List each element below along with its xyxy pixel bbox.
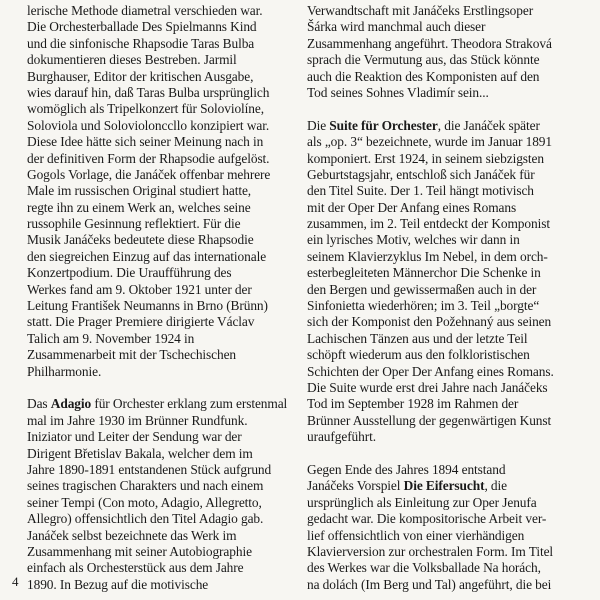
paragraph-line: auch die Reaktion des Komponisten auf den bbox=[307, 68, 540, 84]
right-column bbox=[307, 3, 571, 593]
left-paragraph-2-lines bbox=[27, 413, 289, 593]
paragraph-gap bbox=[27, 380, 289, 396]
paragraph-line: sich der Komponist den Požehnaný aus seinen bbox=[307, 314, 552, 330]
paragraph-line: Verwandtschaft mit Janáčeks Erstlingsoper bbox=[307, 3, 534, 18]
paragraph-line: Jahre 1890-1891 entstandenen Stück aufgrund bbox=[27, 461, 272, 477]
paragraph-line: Diese Idee hätte sich seiner Meinung nach in bbox=[27, 134, 264, 150]
paragraph-gap bbox=[307, 101, 571, 117]
paragraph-line: Lachischen Tänzen aus und der letzte Teil bbox=[307, 330, 528, 346]
paragraph-line bbox=[307, 118, 571, 134]
left-column bbox=[27, 3, 289, 593]
paragraph-line: einfach als Orchesterstück aus dem Jahre bbox=[27, 560, 244, 576]
paragraph-line: gedacht war. Die kompositorische Arbeit ver- bbox=[307, 511, 547, 527]
right-paragraph-2 bbox=[307, 118, 571, 446]
paragraph-line: Musik Janáčeks bedeutete diese Rhapsodie bbox=[27, 232, 254, 248]
paragraph-line bbox=[307, 478, 571, 494]
paragraph-line: den Bergen und gewissermaßen auch in der bbox=[307, 281, 537, 297]
right-paragraph-3 bbox=[307, 462, 571, 593]
paragraph-line: seines tragischen Charakters und nach einem bbox=[27, 478, 264, 494]
suite-heading: Suite für Orchester bbox=[329, 117, 438, 133]
paragraph-line: Iniziator und Leiter der Sendung war der bbox=[27, 429, 242, 445]
paragraph-line: sprach die Vermutung aus, das Stück könnte bbox=[307, 52, 540, 68]
paragraph-line: Allegro) offensichtlich den Titel Adagio gab. bbox=[27, 511, 264, 527]
paragraph-line: russophile Gesinnung reflektiert. Für die bbox=[27, 216, 241, 232]
paragraph-line: mal im Jahre 1930 im Brünner Rundfunk. bbox=[27, 412, 248, 428]
paragraph-line: uraufgeführt. bbox=[307, 429, 376, 445]
paragraph-line: wies darauf hin, daß Taras Bulba ursprünglich bbox=[27, 84, 270, 100]
paragraph-line: Sinfonietta wiederhören; im 3. Teil „borgte“ bbox=[307, 298, 540, 314]
paragraph-line: der definitiven Form der Rhapsodie aufgelöst. bbox=[27, 150, 270, 166]
paragraph-line: na dolách (Im Berg und Tal) angeführt, die bei bbox=[307, 576, 552, 592]
paragraph-line: den siegreichen Einzug auf das internationale bbox=[27, 248, 267, 264]
paragraph-line: Leitung František Neumanns in Brno (Brünn) bbox=[27, 298, 268, 314]
paragraph-line: statt. Die Prager Premiere dirigierte Václav bbox=[27, 314, 255, 330]
paragraph-line: und die sinfonische Rhapsodie Taras Bulba bbox=[27, 35, 255, 51]
paragraph-line: Dirigent Břetislav Bakala, welcher dem im bbox=[27, 445, 253, 461]
paragraph-line bbox=[27, 396, 289, 412]
paragraph-line: Klavierversion zur orchestralen Form. Im Titel bbox=[307, 543, 554, 559]
paragraph-line: Tod seines Sohnes Vladimír sein... bbox=[307, 84, 489, 100]
text-run: , die Janáček später bbox=[437, 117, 540, 133]
paragraph-line: Burghauser, Editor der kritischen Ausgabe, bbox=[27, 68, 254, 84]
paragraph-line: Zusammenarbeit mit der Tschechischen bbox=[27, 347, 237, 363]
right-paragraph-3-lines bbox=[307, 495, 571, 593]
paragraph-line: Brünner Ausstellung der gegenwärtigen Kunst bbox=[307, 412, 552, 428]
paragraph-line: schöpft wiederum aus den folkloristischen bbox=[307, 347, 530, 363]
text-run: , die bbox=[484, 478, 507, 494]
eifersucht-heading: Die Eifersucht bbox=[403, 478, 485, 494]
text-run: Das bbox=[27, 396, 51, 412]
text-run: Janáčeks Vorspiel bbox=[307, 478, 404, 494]
paragraph-line: ein lyrisches Motiv, welches wir dann in bbox=[307, 232, 520, 248]
right-paragraph-1 bbox=[307, 3, 571, 101]
page-number: 4 bbox=[12, 574, 19, 589]
paragraph-line: lerische Methode diametral verschieden war. bbox=[27, 3, 263, 18]
text-run: Die bbox=[307, 117, 330, 133]
paragraph-gap bbox=[307, 446, 571, 462]
paragraph-line: den Titel Suite. Der 1. Teil hängt motivisch bbox=[307, 183, 534, 199]
paragraph-line: regte ihn zu einem Werk an, welches seine bbox=[27, 199, 251, 215]
paragraph-line: dokumentieren dieses Bestreben. Jarmil bbox=[27, 52, 237, 68]
paragraph-line: lief offensichtlich von einer vierhändigen bbox=[307, 527, 525, 543]
paragraph-line: Tod im September 1928 im Rahmen der bbox=[307, 396, 519, 412]
paragraph-line: Gegen Ende des Jahres 1894 entstand bbox=[307, 461, 506, 477]
paragraph-line: Soloviola und Soloviolonccllo konzipiert war. bbox=[27, 117, 270, 133]
adagio-heading: Adagio bbox=[50, 396, 92, 412]
paragraph-line: ursprünglich als Einleitung zur Oper Jenufa bbox=[307, 494, 537, 510]
paragraph-line: Geburtstagsjahr, entschloß sich Janáček für bbox=[307, 166, 535, 182]
paragraph-line: Talich am 9. November 1924 in bbox=[27, 330, 195, 346]
left-paragraph-2 bbox=[27, 396, 289, 593]
paragraph-line: Zusammenhang mit seiner Autobiographie bbox=[27, 543, 252, 559]
paragraph-line: mit der Oper Der Anfang eines Romans bbox=[307, 199, 517, 215]
paragraph-line: Konzertpodium. Die Uraufführung des bbox=[27, 265, 232, 281]
paragraph-line: Philharmonie. bbox=[27, 363, 102, 379]
paragraph-line: als „op. 3“ bezeichnete, wurde im Januar 1891 bbox=[307, 134, 552, 150]
text-run: für Orchester erklang zum erstenmal bbox=[91, 396, 288, 412]
paragraph-line: zusammen, im 2. Teil entdeckt der Komponist bbox=[307, 216, 550, 232]
paragraph-line: Schichten der Oper Der Anfang eines Romans. bbox=[307, 363, 554, 379]
paragraph-line: Die Orchesterballade Des Spielmanns Kind bbox=[27, 19, 257, 35]
paragraph-line: Zusammenhang angeführt. Theodora Straková bbox=[307, 35, 552, 51]
paragraph-line: Werkes fand am 9. Oktober 1921 unter der bbox=[27, 281, 252, 297]
right-paragraph-2-lines bbox=[307, 134, 571, 445]
paragraph-line: Gogols Vorlage, die Janáček offenbar mehrere bbox=[27, 166, 271, 182]
paragraph-line: esterbegleiteten Männerchor Die Schenke in bbox=[307, 265, 541, 281]
paragraph-line: des Werkes war die Volksballade Na horách, bbox=[307, 560, 541, 576]
paragraph-line: Die Suite wurde erst drei Jahre nach Janáčeks bbox=[307, 379, 548, 395]
paragraph-line: seiner Tempi (Con moto, Adagio, Allegretto, bbox=[27, 494, 262, 510]
paragraph-line: Janáček selbst bezeichnete das Werk im bbox=[27, 527, 237, 543]
paragraph-line: Šárka wird manchmal auch dieser bbox=[307, 19, 486, 35]
left-paragraph-1 bbox=[27, 3, 289, 380]
paragraph-line: Male im russischen Original studiert hatte, bbox=[27, 183, 252, 199]
paragraph-line: womöglich als Tripelkonzert für Soloviolíne, bbox=[27, 101, 264, 117]
paragraph-line: komponiert. Erst 1924, in seinem siebzigsten bbox=[307, 150, 544, 166]
paragraph-line: seinem Klavierzyklus Im Nebel, in dem orch- bbox=[307, 248, 548, 264]
paragraph-line: 1890. In Bezug auf die motivische bbox=[27, 576, 209, 592]
